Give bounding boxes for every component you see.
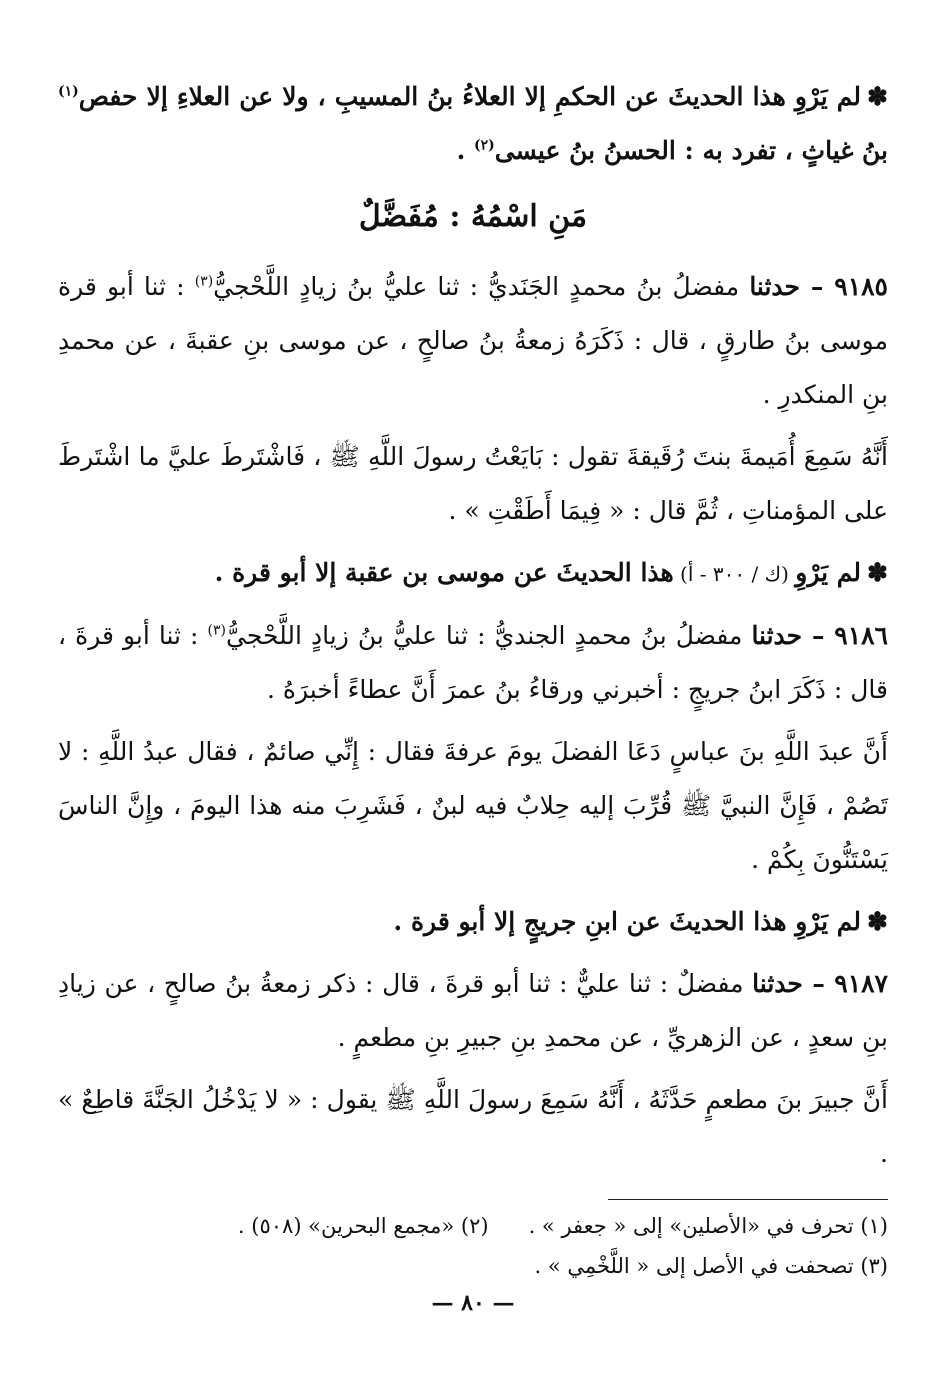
lead-word: حدثنا (749, 272, 801, 301)
note-1 (58, 70, 888, 178)
note-1-text: لم يَرْوِ هذا الحديثَ عن الحكمِ إلا العلاءُ بنُ المسيبِ ، ولا عن العلاءِ إلا حفص (78, 82, 862, 111)
hadith-number: ٩١٨٦ (834, 621, 888, 650)
section-heading: مَنِ اسْمُهُ : مُفَضَّلٌ (358, 199, 588, 234)
note-2-text: لم يَرْوِ (795, 558, 862, 587)
footnote-divider (608, 1199, 888, 1200)
note-3 (58, 895, 888, 949)
note-1-text-2: بنُ غياثٍ ، تفرد به : الحسنُ بنُ عيسى (494, 136, 888, 165)
hadith-9187-chain (58, 957, 888, 1065)
footnote-ref-1[interactable]: (١) (58, 83, 79, 100)
footnote-ref-3[interactable]: (٣) (194, 273, 214, 290)
hadith-9187-matn: أَنَّ جبيرَ بنَ مطعمٍ حَدَّثَهُ ، أَنَّهُ سَمِعَ رسولَ اللَّهِ ﷺ يقول : « لا يَدْخُلُ الجَنَّةَ قاطِعٌ » . (58, 1085, 888, 1168)
footnote-row (58, 1206, 888, 1246)
chain-text-2: : ثنا أبو قرة موسى بنُ طارقٍ ، قال : ذَكَرَهُ زمعةُ بنُ صالحٍ ، عن موسى بنِ عقبةَ ، عن محمدِ بنِ المنكدرِ . (58, 272, 888, 409)
chain-text: مفضلُ بنُ محمدٍ الجنديُّ : ثنا عليُّ بنُ زيادٍ اللَّحْجيُّ (225, 621, 752, 650)
hadith-number: ٩١٨٥ (834, 272, 888, 301)
hadith-9186-matn: أَنَّ عبدَ اللَّهِ بنَ عباسٍ دَعَا الفضلَ يومَ عرفةَ فقال : إِنِّي صائمٌ ، فقال عبدُ اللَّهِ : لا تَصُمْ ، فَإِنَّ النبيَّ ﷺ قُرِّبَ إليه حِلابٌ فيه لبنٌ ، فَشَرِبَ منه هذا اليومَ ، وإِنَّ الناسَ يَسْتَنُّونَ بِكُمْ . (58, 737, 888, 874)
footnote-ref-2[interactable]: (٢) (474, 137, 495, 154)
dash: – (800, 272, 835, 301)
lead-word: حدثنا (752, 969, 803, 998)
hadith-9185-matn: أَنَّهُ سَمِعَ أُمَيمةَ بنتَ رُقَيقةَ تقول : بَايَعْتُ رسولَ اللَّهِ ﷺ ، فَاشْتَرطَ عليَّ ما اشْتَرطَ على المؤمناتِ ، ثُمَّ قال : « فِيمَا أَطَقْتِ » . (58, 442, 888, 525)
footnote-2: (٢) «مجمع البحرين» (٥٠٨) . (237, 1214, 489, 1238)
dash: – (802, 621, 835, 650)
hadith-9186-chain (58, 609, 888, 717)
note-3-text: لم يَرْوِ هذا الحديثَ عن ابنِ جريجٍ إلا أبو قرة . (393, 907, 862, 936)
chain-text: مفضلٌ : ثنا عليٌّ : ثنا أبو قرةَ ، قال : ذكر زمعةُ بنُ صالحٍ ، عن زيادِ بنِ سعدٍ ، عن الزهريِّ ، عن محمدِ بنِ جبيرِ بنِ مطعمٍ . (58, 969, 888, 1052)
footnote-1: (١) تحرف في «الأصلين» إلى « جعفر » . (528, 1214, 888, 1238)
star-icon: ✽ (867, 907, 888, 936)
note-1-text-3: . (456, 136, 475, 165)
chain-text-2: : ثنا أبو قرةَ ، قال : ذَكَرَ ابنُ جريجٍ : أخبرني ورقاءُ بنُ عمرَ أَنَّ عطاءً أخبرَهُ . (58, 621, 888, 704)
star-icon: ✽ (867, 558, 888, 587)
page-number: — ٨٠ — (431, 1290, 515, 1316)
footnote-row (58, 1246, 888, 1286)
hadith-number: ٩١٨٧ (834, 969, 888, 998)
footnote-ref-3[interactable]: (٣) (207, 622, 226, 639)
dash: – (802, 969, 835, 998)
footnote-3: (٣) تصحفت في الأصل إلى « اللَّخْمِي » . (534, 1254, 888, 1278)
lead-word: حدثنا (751, 621, 803, 650)
note-2 (58, 546, 888, 601)
manuscript-ref: (ك / ٣٠٠ - أ) (673, 562, 796, 586)
footnotes (58, 1206, 888, 1286)
star-icon: ✽ (867, 82, 888, 111)
hadith-9185-chain (58, 260, 888, 422)
chain-text: مفضلُ بنُ محمدٍ الجَنَديُّ : ثنا عليُّ بنُ زيادٍ اللَّحْجيُّ (213, 272, 750, 301)
note-2-text-2: هذا الحديثَ عن موسى بن عقبة إلا أبو قرة . (214, 558, 674, 587)
